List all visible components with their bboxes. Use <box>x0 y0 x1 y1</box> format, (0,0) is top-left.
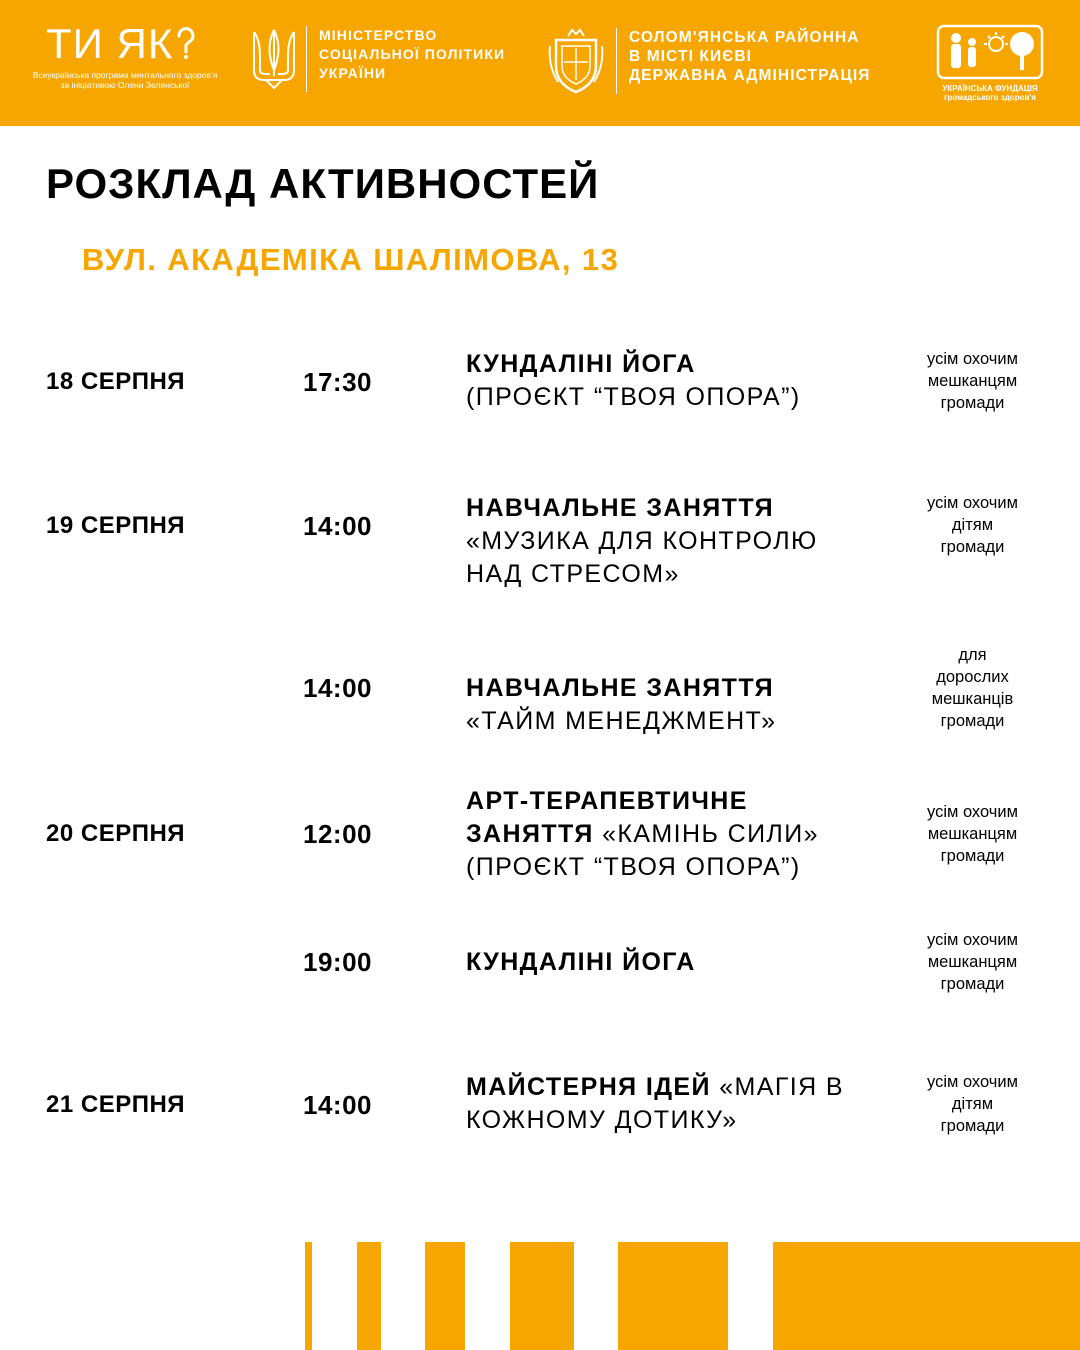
event-activity-detail: «ТАЙМ МЕНЕДЖМЕНТ» <box>466 707 777 735</box>
event-activity <box>466 492 866 591</box>
event-activity-title: НАВЧАЛЬНЕ ЗАНЯТТЯ <box>466 494 775 522</box>
event-activity-detail: «КАМІНЬ СИЛИ» (ПРОЄКТ “ТВОЯ ОПОРА”) <box>466 820 819 881</box>
audience-line: громади <box>940 712 1005 730</box>
event-activity <box>466 348 866 414</box>
audience-line: дітям <box>951 1095 994 1113</box>
stripe-bar <box>773 1242 1080 1350</box>
event-activity-title: АРТ-ТЕРАПЕВТИЧНЕ ЗАНЯТТЯ <box>466 787 748 848</box>
event-audience <box>900 644 1045 732</box>
event-time: 14:00 <box>303 1090 372 1120</box>
question-mark-icon <box>175 26 197 60</box>
trident-icon <box>250 26 298 90</box>
administration-name <box>616 28 871 94</box>
event-activity-detail: (ПРОЄКТ “ТВОЯ ОПОРА”) <box>466 383 801 411</box>
district-emblem-icon <box>546 26 606 96</box>
event-time: 19:00 <box>303 947 372 977</box>
stripe-bar <box>425 1242 465 1350</box>
event-activity-detail: «МАГІЯ В КОЖНОМУ ДОТИКУ» <box>466 1073 844 1134</box>
audience-line: громади <box>940 394 1005 412</box>
event-date: 19 СЕРПНЯ <box>46 512 186 539</box>
event-time: 17:30 <box>303 367 372 397</box>
audience-line: дітям <box>951 516 994 534</box>
event-audience <box>900 801 1045 867</box>
administration-line: В МІСТІ КИЄВІ <box>629 48 753 65</box>
audience-line: громади <box>940 975 1005 993</box>
event-activity-title: КУНДАЛІНІ ЙОГА <box>466 948 696 976</box>
header-banner <box>0 0 1080 126</box>
audience-line: усім охочим <box>927 350 1018 368</box>
family-tree-icon <box>934 22 1046 82</box>
event-date: 18 СЕРПНЯ <box>46 368 186 395</box>
tiyak-logo <box>30 22 220 90</box>
venue-address: ВУЛ. АКАДЕМІКА ШАЛІМОВА, 13 <box>82 242 620 277</box>
ministry-name <box>306 26 505 92</box>
event-activity-title: НАВЧАЛЬНЕ ЗАНЯТТЯ <box>466 674 775 702</box>
audience-line: громади <box>940 847 1005 865</box>
audience-line: мешканцям <box>927 825 1018 843</box>
audience-line: усім охочим <box>927 494 1018 512</box>
audience-line: дорослих <box>936 668 1009 686</box>
tiyak-logo-word: ТИ ЯК <box>46 20 174 67</box>
audience-line: мешканців <box>931 690 1014 708</box>
ministry-line: СОЦІАЛЬНОЇ ПОЛІТИКИ <box>319 46 506 62</box>
event-date: 21 СЕРПНЯ <box>46 1091 186 1118</box>
fund-name-line: УКРАЇНСЬКА ФУНДАЦІЯ <box>942 84 1038 93</box>
administration-line: ДЕРЖАВНА АДМІНІСТРАЦІЯ <box>629 67 871 84</box>
page-title: РОЗКЛАД АКТИВНОСТЕЙ <box>46 160 600 207</box>
audience-line: усім охочим <box>927 1073 1018 1091</box>
event-activity-title: МАЙСТЕРНЯ ІДЕЙ <box>466 1073 711 1101</box>
ministry-line: УКРАЇНИ <box>319 65 387 81</box>
audience-line: громади <box>940 538 1005 556</box>
audience-line: для <box>958 646 987 664</box>
tiyak-subtitle-line2: за ініціативою Олени Зеленської <box>60 80 190 90</box>
audience-line: мешканцям <box>927 953 1018 971</box>
event-date: 20 СЕРПНЯ <box>46 820 186 847</box>
audience-line: усім охочим <box>927 931 1018 949</box>
stripe-bar <box>357 1242 381 1350</box>
public-health-fund-logo <box>934 22 1046 106</box>
stripe-bar <box>305 1242 312 1350</box>
fund-name-line: громадського здоров'я <box>944 93 1036 102</box>
audience-line: мешканцям <box>927 372 1018 390</box>
event-audience <box>900 492 1045 558</box>
event-activity <box>466 1071 866 1137</box>
event-time: 14:00 <box>303 511 372 541</box>
audience-line: громади <box>940 1117 1005 1135</box>
stripe-bar <box>618 1242 728 1350</box>
event-activity <box>466 672 866 738</box>
stripe-bar <box>510 1242 574 1350</box>
event-activity-title: КУНДАЛІНІ ЙОГА <box>466 350 696 378</box>
event-audience <box>900 348 1045 414</box>
event-activity <box>466 946 866 979</box>
tiyak-subtitle-line1: Всеукраїнська програма ментального здоров'я <box>32 70 218 80</box>
event-time: 14:00 <box>303 673 372 703</box>
audience-line: усім охочим <box>927 803 1018 821</box>
administration-line: СОЛОМ'ЯНСЬКА РАЙОННА <box>629 29 860 46</box>
ministry-line: МІНІСТЕРСТВО <box>319 27 438 43</box>
event-audience <box>900 929 1045 995</box>
event-time: 12:00 <box>303 819 372 849</box>
event-audience <box>900 1071 1045 1137</box>
event-activity-detail: «МУЗИКА ДЛЯ КОНТРОЛЮ НАД СТРЕСОМ» <box>466 527 818 588</box>
event-activity <box>466 785 866 884</box>
